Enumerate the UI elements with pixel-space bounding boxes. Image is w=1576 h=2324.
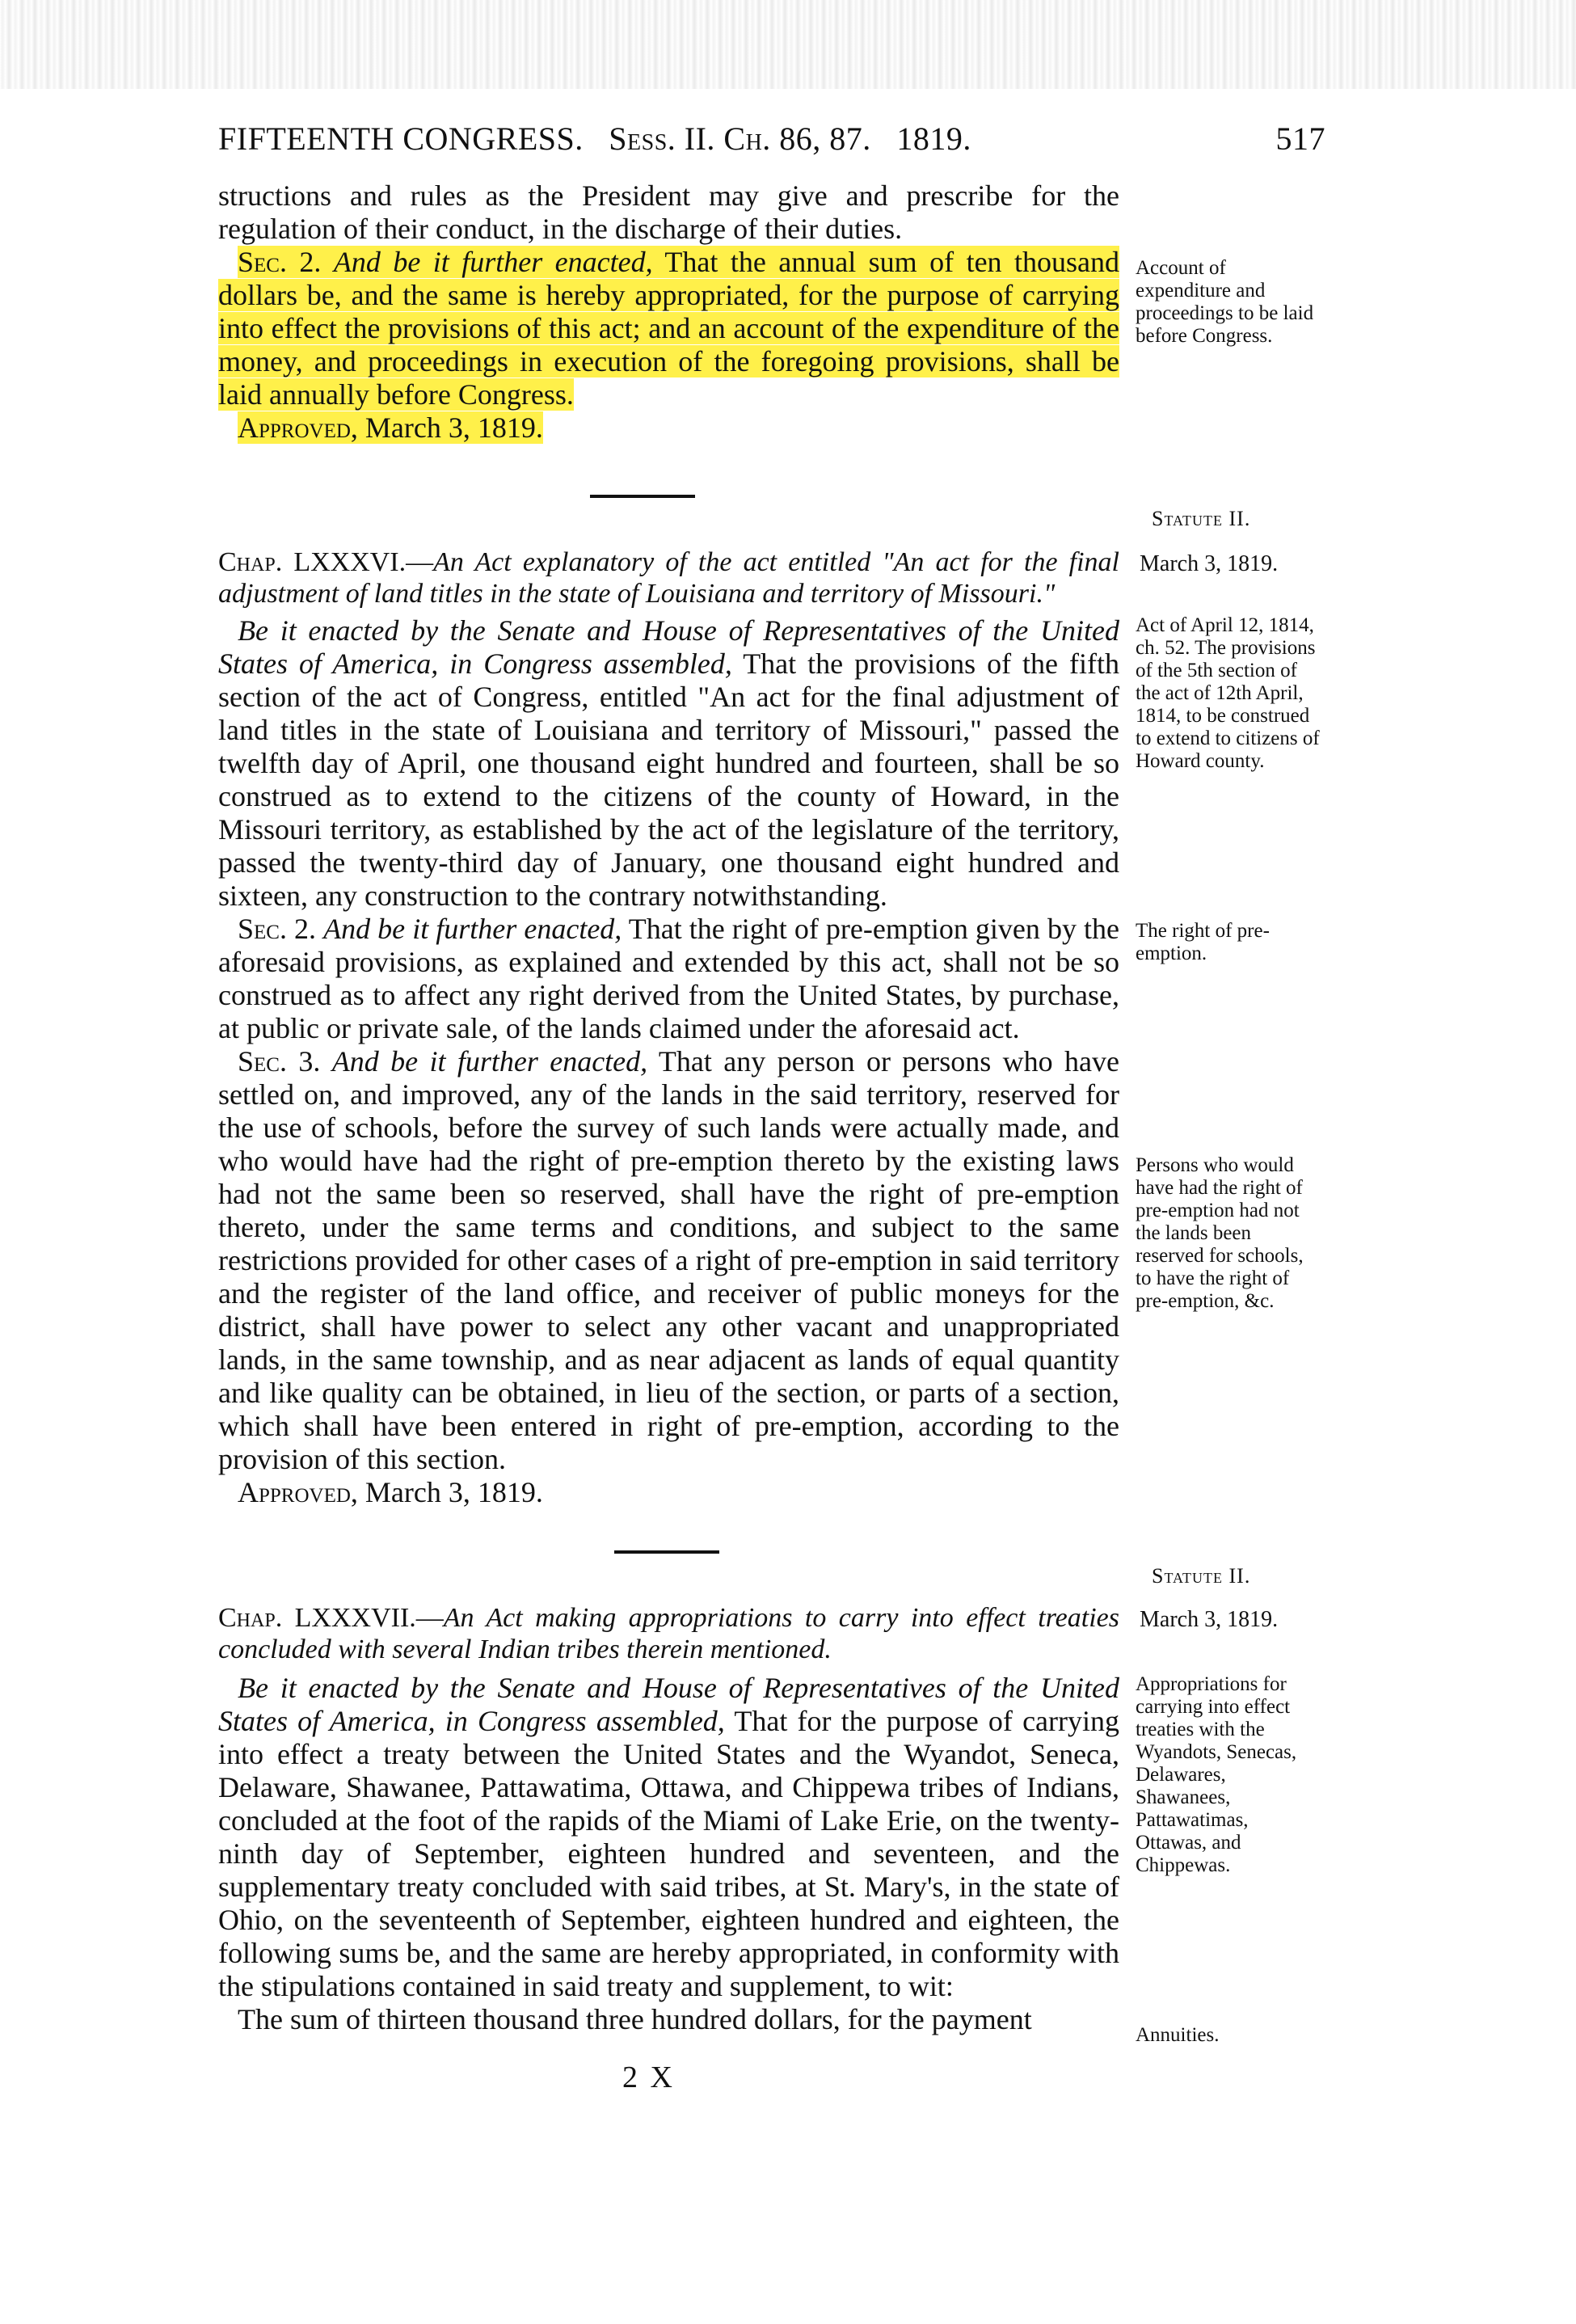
statute-date: March 3, 1819. [1140, 551, 1279, 576]
approved-label: Approved, [238, 1476, 358, 1508]
section-text: That the right of pre-emption given by the aforesaid provisions, as explained and extended by this act, shall not be so construed as to affect any right derived from the United States, by purchase, at public or private sale, of the lands claimed under the aforesaid act. [218, 913, 1120, 1044]
margin-note-annuities: Annuities. [1136, 2024, 1220, 2046]
chapter-87-body [218, 1672, 1119, 2036]
chapter-title: An Act making appropriations to carry into effect treaties concluded with several Indian tribes therein mentioned. [218, 1603, 1119, 1664]
chapter-86-heading [218, 546, 1119, 609]
margin-note-account: Account of expenditure and proceedings to be laid before Congress. [1136, 257, 1314, 347]
statute-label: Statute II. [1152, 507, 1251, 530]
section-2-paragraph [218, 246, 1119, 411]
approved-date: March 3, 1819. [365, 411, 543, 444]
approved-label: Approved, [238, 411, 358, 444]
scan-noise-band [0, 0, 1576, 89]
congress-title: FIFTEENTH CONGRESS. [218, 120, 584, 157]
chapter-title: An Act explanatory of the act entitled "An act for the final adjustment of land titles in the state of Louisiana and territory of Missouri." [218, 547, 1119, 609]
margin-note-persons: Persons who would have had the right of pre-emption had not the lands been reserved for schools, to have the right of pre-emption, &c. [1136, 1154, 1304, 1312]
chapter-87-heading [218, 1602, 1119, 1665]
section-divider [614, 1550, 719, 1554]
enacting-clause: Be it enacted by the Senate and House of Representatives of the United States of America, in Congress assembled, [218, 1672, 1119, 1737]
enacting-phrase: And be it further enacted, [331, 1045, 648, 1078]
year: 1819. [896, 120, 971, 157]
page-number: 517 [1275, 120, 1325, 157]
section-text: That for the purpose of carrying into effect a treaty between the United States and the Wyandot, Seneca, Delaware, Shawanee, Pattawatima, Ottawa, and Chippewa tribes of Indians, concluded at the foot of the rapids of the Miami of Lake Erie, on the twenty-ninth day of September, eighteen hundred and seventeen, and the supplementary treaty concluded with said tribes, at St. Mary's, in the state of Ohio, on the seventeenth of September, eighteen hundred and eighteen, the following sums be, and the same are hereby appropriated, in conformity with the stipulations contained in said treaty and supplement, to wit: [218, 1705, 1120, 2002]
enacting-phrase: And be it further enacted, [323, 913, 622, 945]
approval-line [218, 411, 1119, 445]
approved-date: March 3, 1819. [365, 1476, 543, 1508]
section-3-paragraph [218, 1045, 1119, 1476]
section-2-paragraph [218, 913, 1119, 1045]
chapter-end-block [218, 179, 1119, 445]
continued-line: The sum of thirteen thousand three hundred dollars, for the payment [238, 2003, 1032, 2035]
chapter-label: Chap. LXXXVI.— [218, 547, 434, 577]
running-head [218, 120, 971, 158]
section-label: Sec. 2. [238, 246, 322, 278]
section-text: That any person or persons who have settled on, and improved, any of the lands in the said territory, reserved for the use of schools, before the survey of such lands were actually made, and who would have had the right of pre-emption thereto by the existing laws had not the same been so reserved, shall have the right of pre-emption thereto, under the same terms and conditions, and subject to the same restrictions provided for other cases of a right of pre-emption in said territory and the register of the land office, and receiver of public moneys for the district, shall have power to select any other vacant and unappropriated lands, in the same township, and as near adjacent as lands of equal quantity and like quality can be obtained, in lieu of the section, or parts of a section, which shall have been entered in right of pre-emption, according to the provision of this section. [218, 1045, 1120, 1475]
section-text: That the provisions of the fifth section of the act of Congress, entitled "An act for the final adjustment of land titles in the state of Louisiana and territory of Missouri," passed the twelfth day of April, one thousand eight hundred and fourteen, shall be so construed as to extend to the citizens of the county of Howard, in the Missouri territory, as established by the act of the legislature of the territory, passed the twenty-third day of January, one thousand eight hundred and sixteen, any construction to the contrary notwithstanding. [218, 647, 1119, 912]
enacting-clause: Be it enacted by the Senate and House of Representatives of the United States of America, in Congress assembled, [218, 614, 1119, 680]
statute-date: March 3, 1819. [1140, 1607, 1279, 1632]
carryover-text: structions and rules as the President may give and prescribe for the regulation of their conduct, in the discharge of their duties. [218, 179, 1119, 245]
chapter-86-body [218, 614, 1119, 1509]
section-text: That the annual sum of ten thousand dollars be, and the same is hereby appropriated, for the purpose of carrying into effect the provisions of this act; and an account of the expenditure of the money, and proceedings in execution of the foregoing provisions, shall be laid annually before Congress. [218, 246, 1119, 411]
enacting-phrase: And be it further enacted, [333, 246, 653, 278]
section-label: Sec. 2. [238, 913, 317, 945]
approval-line [218, 1476, 1119, 1509]
margin-note-act-reference: Act of April 12, 1814, ch. 52. The provisions of the 5th section of the act of 12th April, 1814, to be construed to extend to citizens of Howard county. [1136, 614, 1320, 772]
section-label: Sec. 3. [238, 1045, 321, 1078]
section-1-paragraph [218, 1672, 1119, 2003]
margin-note-preemption: The right of pre-emption. [1136, 920, 1270, 964]
session-chapter: Sess. II. Ch. 86, 87. [609, 120, 871, 157]
section-divider [590, 495, 695, 498]
signature-mark: 2 X [622, 2060, 675, 2094]
statute-label: Statute II. [1152, 1564, 1251, 1588]
chapter-label: Chap. LXXXVII.— [218, 1603, 444, 1633]
section-1-paragraph [218, 614, 1119, 913]
margin-note-appropriations: Appropriations for carrying into effect treaties with the Wyandots, Senecas, Delawares, Shawanees, Pattawatimas, Ottawas, and Chippewas. [1136, 1673, 1297, 1876]
